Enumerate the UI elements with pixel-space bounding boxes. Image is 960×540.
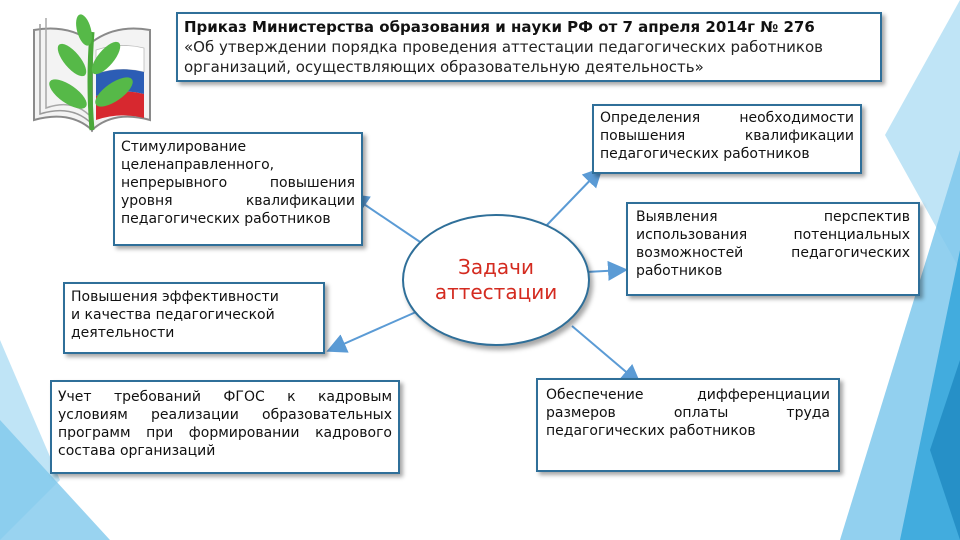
order-title-line-2: «Об утверждении порядка проведения аттестации педагогических работников xyxy=(184,38,823,56)
task-efficiency-box xyxy=(63,282,325,354)
task-identification-line-2: использования потенциальных xyxy=(636,227,910,243)
task-identification-line-1: Выявления перспектив xyxy=(636,209,910,225)
task-payment-line-3: педагогических работников xyxy=(546,423,756,439)
task-identification-line-3: возможностей педагогических xyxy=(636,245,910,261)
task-fgos-line-2: условиям реализации образовательных xyxy=(58,407,392,423)
task-stimulation-line-1: Стимулирование xyxy=(121,139,247,155)
arrow-to-stimulation xyxy=(352,196,426,246)
task-definition-box xyxy=(592,104,862,174)
task-definition-line-3: педагогических работников xyxy=(600,146,810,162)
center-tasks-ellipse xyxy=(402,214,590,346)
task-payment-box xyxy=(536,378,840,472)
arrow-to-payment xyxy=(572,326,638,382)
order-title-line-3: организаций, осуществляющих образовательную деятельность» xyxy=(184,58,704,76)
task-identification-line-4: работников xyxy=(636,263,723,279)
task-stimulation-line-3: непрерывного повышения xyxy=(121,175,355,191)
task-stimulation-line-2: целенаправленного, xyxy=(121,157,275,173)
task-stimulation-line-4: уровня квалификации xyxy=(121,193,355,209)
order-title-line-1: Приказ Министерства образования и науки РФ от 7 апреля 2014г № 276 xyxy=(184,18,815,36)
arrow-to-definition xyxy=(546,170,600,226)
task-efficiency-line-2: и качества педагогической xyxy=(71,307,275,323)
task-fgos-line-1: Учет требований ФГОС к кадровым xyxy=(58,389,392,405)
task-definition-line-1: Определения необходимости xyxy=(600,110,854,126)
arrow-to-identification xyxy=(586,270,624,272)
center-tasks-label: Задачи аттестации xyxy=(434,255,558,304)
task-efficiency-line-1: Повышения эффективности xyxy=(71,289,279,305)
task-fgos-line-4: состава организаций xyxy=(58,443,216,459)
task-payment-line-1: Обеспечение дифференциации xyxy=(546,387,830,403)
task-definition-line-2: повышения квалификации xyxy=(600,128,854,144)
task-efficiency-line-3: деятельности xyxy=(71,325,175,341)
order-title-box xyxy=(176,12,882,82)
task-fgos-line-3: программ при формировании кадрового xyxy=(58,425,392,441)
arrow-to-efficiency xyxy=(330,312,416,350)
task-identification-box xyxy=(626,202,920,296)
task-stimulation-box xyxy=(113,132,363,246)
task-fgos-box xyxy=(50,380,400,474)
task-stimulation-line-5: педагогических работников xyxy=(121,211,331,227)
task-payment-line-2: размеров оплаты труда xyxy=(546,405,830,421)
